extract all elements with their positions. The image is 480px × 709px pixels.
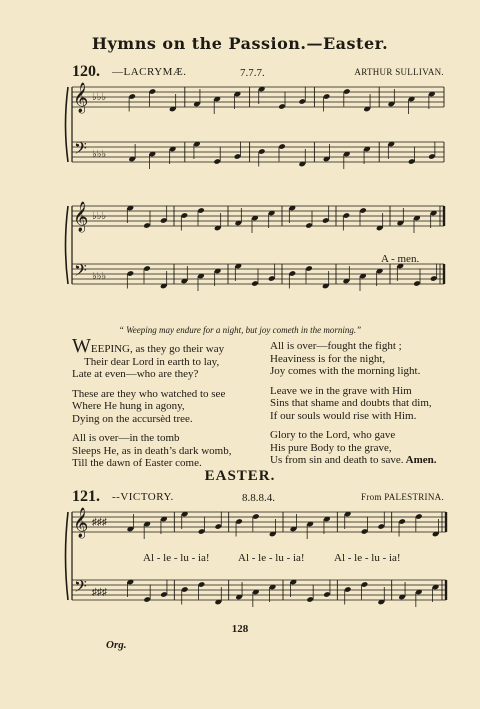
verse-text: Sleeps He, as in death’s dark womb, [72, 444, 232, 457]
hymn-121-lyric-1: Al - le - lu - ia! [143, 552, 210, 564]
hymn-120-number: 120. [72, 63, 100, 80]
verse-line [72, 400, 262, 413]
system-brace [66, 87, 69, 162]
verse-text: Sins that shame and doubts that dim, [270, 397, 432, 409]
verse-text: Till the dawn of Easter come. [72, 457, 202, 469]
stanza [270, 429, 460, 467]
verse-text: His pure Body to the grave, [270, 441, 392, 454]
verse-text: Dying on the accursèd tree. [72, 412, 193, 425]
system-brace [66, 206, 69, 284]
verse-text: These are they who watched to see [72, 387, 226, 400]
verse-line [72, 413, 262, 426]
verse-text: Joy comes with the morning light. [270, 365, 421, 377]
hymn-121-lyric-3: Al - le - lu - ia! [334, 552, 401, 564]
epigraph: “ Weeping may endure for a night, but joy cometh in the morning.” [118, 325, 362, 335]
verse-line [270, 385, 460, 398]
stanza [72, 335, 262, 381]
verse-line [72, 356, 262, 369]
hymn-120-tune-name: —LACRYMÆ. [112, 66, 187, 78]
bass-clef-icon: 𝄢 [74, 138, 87, 162]
verse-text: All is over—in the tomb [72, 432, 180, 444]
verse-text: Their dear Lord in earth to lay, [84, 355, 220, 368]
verse-text: Leave we in the grave with Him [270, 384, 412, 397]
stanza [270, 385, 460, 423]
key-signature-icon: ♭♭♭ [92, 211, 107, 222]
treble-clef-icon: 𝄞 [73, 202, 89, 232]
verse-text: Late at even—who are they? [72, 368, 199, 380]
hymn-120-composer: ARTHUR SULLIVAN. [354, 67, 444, 77]
hymn-121-tune-name: --VICTORY. [112, 491, 174, 503]
verse-line [270, 340, 460, 353]
stanza [270, 340, 460, 378]
verse-text: Us from sin and death to save. [270, 454, 404, 466]
verse-text: All is over—fought the fight ; [270, 340, 402, 352]
key-signature-icon: ♯♯♯ [92, 517, 107, 528]
verse-line [72, 368, 262, 381]
verse-line [270, 454, 460, 467]
verses-left-column [72, 335, 262, 477]
verse-text: Heaviness is for the night, [270, 352, 386, 365]
verse-line [270, 365, 460, 378]
system-brace [66, 512, 69, 600]
hymn-121-lyric-2: Al - le - lu - ia! [238, 552, 305, 564]
verse-line [72, 388, 262, 401]
page-header-title: Hymns on the Passion.—Easter. [91, 34, 389, 53]
verse-text: If our souls would rise with Him. [270, 409, 417, 422]
organ-label: Org. [106, 639, 127, 651]
verse-text: Where He hung in agony, [72, 400, 185, 412]
page-number: 128 [231, 623, 249, 635]
treble-clef-icon: 𝄞 [73, 83, 89, 113]
key-signature-icon: ♭♭♭ [92, 149, 107, 160]
bass-clef-icon: 𝄢 [74, 576, 87, 600]
verse-line [72, 335, 262, 357]
hymn-121-composer: From PALESTRINA. [361, 492, 444, 502]
key-signature-icon: ♯♯♯ [92, 587, 107, 598]
verse-line [270, 410, 460, 423]
stanza [72, 432, 262, 470]
verse-line [270, 429, 460, 442]
verse-text: EEPING, as they go their way [90, 343, 225, 355]
verse-line [72, 445, 262, 458]
hymn-120-meter: 7.7.7. [240, 67, 265, 79]
bass-clef-icon: 𝄢 [74, 260, 87, 284]
verse-text: Glory to the Lord, who gave [270, 429, 396, 441]
verse-line [270, 353, 460, 366]
key-signature-icon: ♭♭♭ [92, 92, 107, 103]
treble-clef-icon: 𝄞 [73, 508, 89, 538]
verse-line [270, 442, 460, 455]
hymn-121-number: 121. [72, 488, 100, 505]
drop-cap: W [72, 335, 91, 357]
verse-line [72, 432, 262, 445]
verse-line [270, 397, 460, 410]
hymn-121-heading [72, 488, 444, 506]
key-signature-icon: ♭♭♭ [92, 271, 107, 282]
section-title: EASTER. [204, 468, 276, 484]
stanza [72, 388, 262, 426]
hymn-120-amen-lyric: A - men. [381, 253, 420, 265]
verses-right-column [270, 340, 460, 474]
hymn-121-meter: 8.8.8.4. [242, 492, 275, 504]
verse-amen: Amen. [403, 454, 437, 466]
